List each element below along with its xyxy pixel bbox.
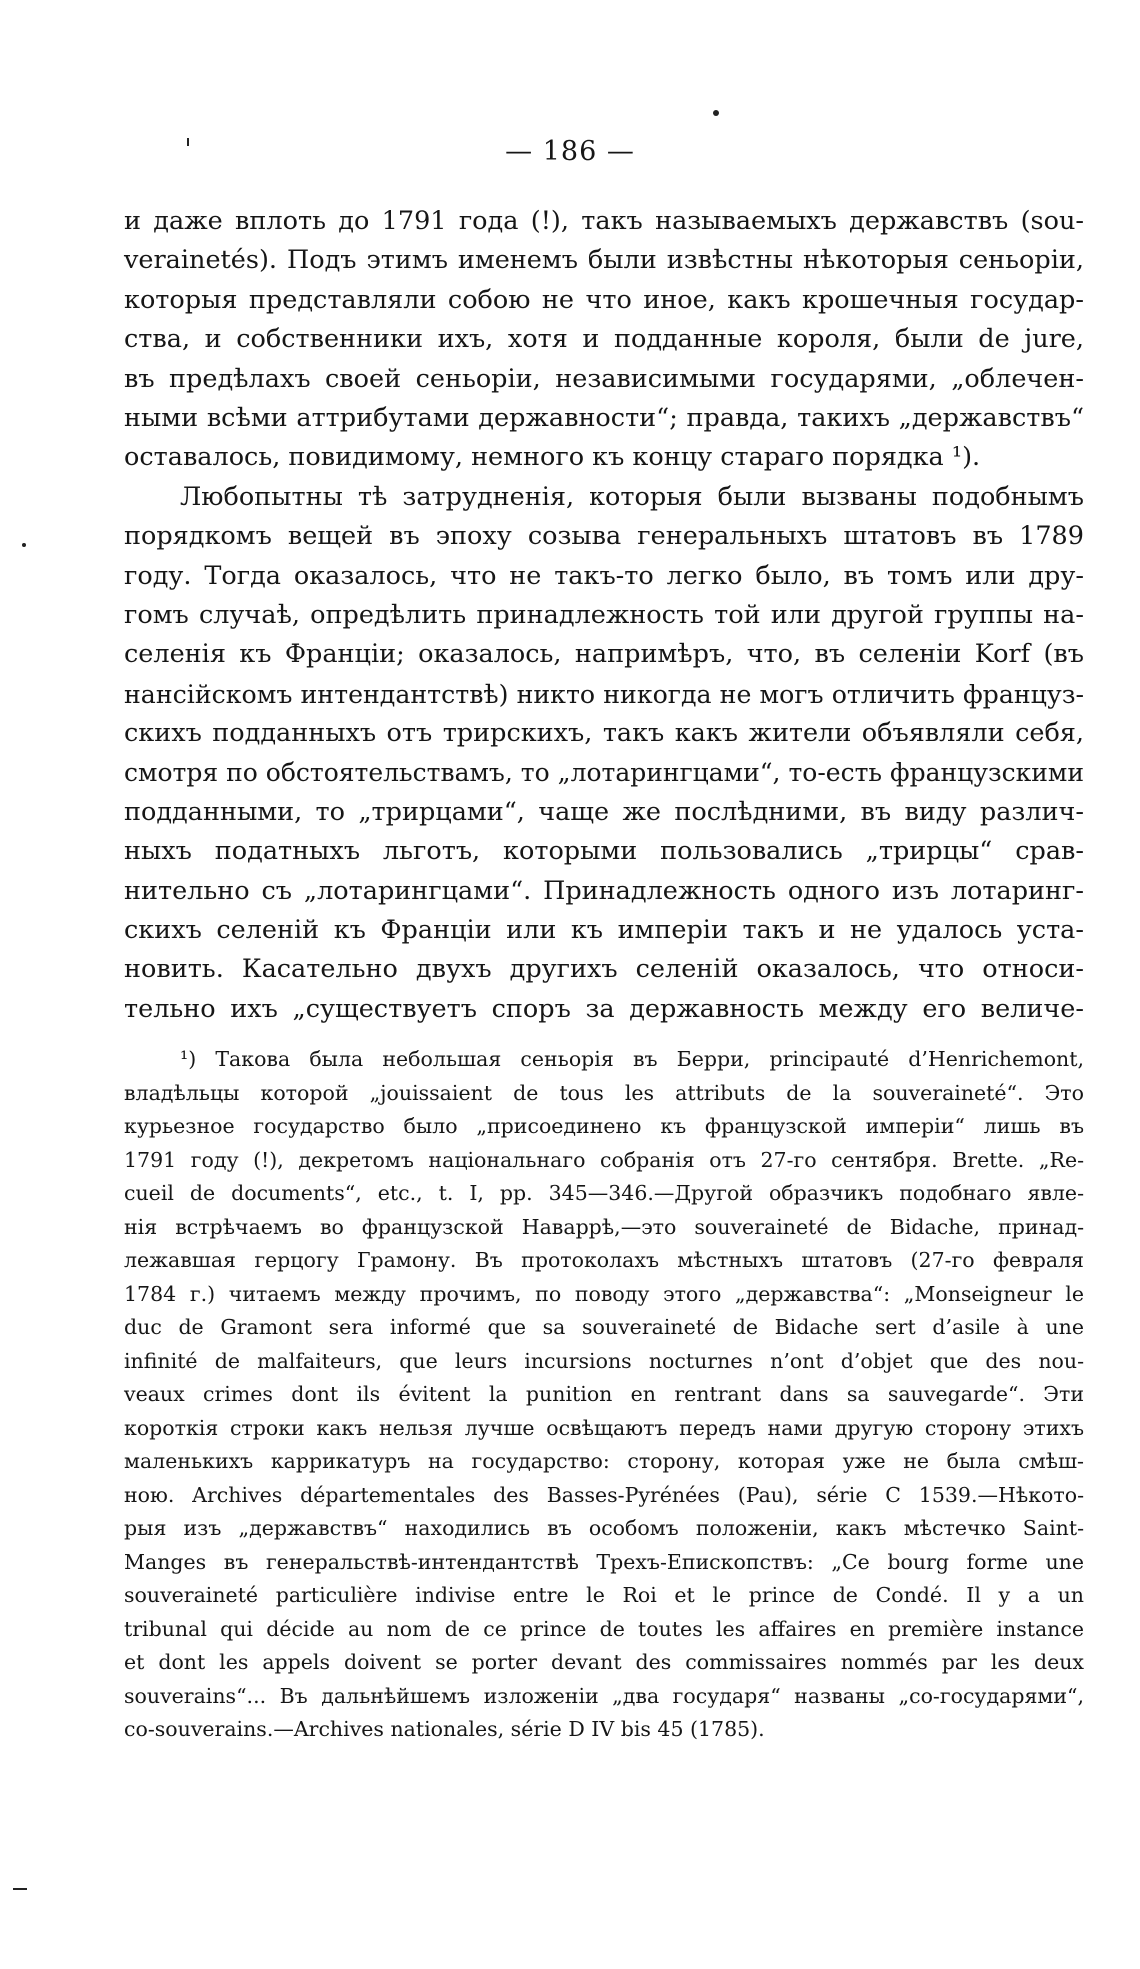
text-line: скихъ селеній къ Франціи или къ имперіи такъ и не удалось уста-	[124, 915, 1084, 946]
text-line: нительно съ „лотарингцами“. Принадлежность одного изъ лотаринг-	[124, 875, 1084, 906]
text-line: verainetés). Подъ этимъ именемъ были извѣстны нѣкоторыя сеньоріи,	[124, 245, 1084, 276]
footnote-line: cueil de documents“, etc., t. I, pp. 345—346.—Другой образчикъ подобнаго явле-	[124, 1181, 1084, 1205]
text-line: порядкомъ вещей въ эпоху созыва генеральныхъ штатовъ въ 1789	[124, 521, 1084, 552]
text-line: году. Тогда оказалось, что не такъ-то легко было, въ томъ или дру-	[124, 560, 1084, 591]
text-line: смотря по обстоятельствамъ, то „лотарингцами“, то-есть французскими	[124, 758, 1084, 788]
main-text	[124, 202, 1084, 1029]
footnote-line: ¹) Такова была небольшая сеньорія въ Берри, principauté d’Henrichemont,	[180, 1047, 1084, 1071]
text-line: оставалось, повидимому, немного къ концу стараго порядка ¹).	[124, 442, 981, 473]
text-line: въ предѣлахъ своей сеньоріи, независимыми государями, „облечен-	[124, 363, 1084, 394]
footnote-line: souveraineté particulière indivise entre le Roi et le prince de Condé. Il y a un	[124, 1583, 1084, 1607]
footnote-line: duc de Gramont sera informé que sa souveraineté de Bidache sert d’asile à une	[124, 1315, 1084, 1339]
footnote-line: ною. Archives départementales des Basses-Pyrénées (Pau), série C 1539.—Нѣкото-	[124, 1482, 1084, 1507]
text-line: которыя представляли собою не что иное, какъ крошечныя государ-	[124, 284, 1084, 315]
footnote-line: маленькихъ каррикатуръ на государство: сторону, которая уже не была смѣш-	[124, 1449, 1084, 1473]
footnote-line: 1791 году (!), декретомъ національнаго собранія отъ 27-го сентября. Brette. „Re-	[124, 1147, 1084, 1172]
footnote-line: 1784 г.) читаемъ между прочимъ, по поводу этого „державства“: „Monseigneur le	[124, 1281, 1084, 1306]
footnote-line: et dont les appels doivent se porter devant des commissaires nommés par les deux	[124, 1650, 1084, 1674]
footnote-line: владѣльцы которой „jouissaient de tous les attributs de la souveraineté“. Это	[124, 1080, 1084, 1105]
footnote-line: co-souverains.—Archives nationales, série D IV bis 45 (1785).	[124, 1717, 765, 1741]
text-line: селенія къ Франціи; оказалось, напримѣръ, что, въ селеніи Korf (въ	[124, 639, 1084, 670]
footnote-line: рыя изъ „державствъ“ находились въ особомъ положеніи, какъ мѣстечко Saint-	[124, 1516, 1084, 1540]
text-line: подданными, то „трирцами“, чаще же послѣдними, въ виду различ-	[124, 796, 1084, 827]
footnote-line: лежавшая герцогу Грамону. Въ протоколахъ мѣстныхъ штатовъ (27-го февраля	[124, 1248, 1084, 1272]
footnote-line: infinité de malfaiteurs, que leurs incursions nocturnes n’ont d’objet que des nou-	[124, 1348, 1084, 1373]
text-line: Любопытны тѣ затрудненія, которыя были вызваны подобнымъ	[180, 481, 1084, 512]
page-number: — 186 —	[505, 136, 635, 167]
footnotes	[124, 1043, 1084, 1747]
ink-dot	[713, 110, 719, 116]
footnote-line: курьезное государство было „присоединено къ французской имперіи“ лишь въ	[124, 1114, 1084, 1138]
text-line: ными всѣми аттрибутами державности“; правда, такихъ „державствъ“	[124, 402, 1084, 433]
text-line: нансійскомъ интендантствѣ) никто никогда не могъ отличить француз-	[124, 679, 1084, 709]
ink-dash-margin	[13, 1888, 27, 1890]
text-line: тельно ихъ „существуетъ споръ за державность между его величе-	[124, 993, 1084, 1024]
footnote-line: короткія строки какъ нельзя лучше освѣщаютъ передъ нами другую сторону этихъ	[124, 1415, 1084, 1440]
footnote-line: souverains“... Въ дальнѣйшемъ изложеніи „два государя“ названы „со-государями“,	[124, 1683, 1084, 1708]
ink-dot-margin	[22, 543, 26, 547]
footnote-line: tribunal qui décide au nom de ce prince de toutes les affaires en première instance	[124, 1616, 1084, 1641]
footnote-line: veaux crimes dont ils évitent la punition en rentrant dans sa sauvegarde“. Эти	[124, 1382, 1084, 1406]
text-line: скихъ подданныхъ отъ трирскихъ, такъ какъ жители объявляли себя,	[124, 718, 1084, 749]
text-line: новить. Касательно двухъ другихъ селеній оказалось, что относи-	[124, 954, 1084, 985]
footnote-line: нія встрѣчаемъ во французской Наваррѣ,—это souveraineté de Bidache, принад-	[124, 1214, 1084, 1239]
text-line: и даже вплоть до 1791 года (!), такъ называемыхъ державствъ (sou-	[124, 206, 1084, 236]
footnote-line: Manges въ генеральствѣ-интендантствѣ Трехъ-Епископствъ: „Ce bourg forme une	[124, 1549, 1084, 1574]
text-line: гомъ случаѣ, опредѣлить принадлежность той или другой группы на-	[124, 599, 1084, 630]
text-line: ныхъ податныхъ льготъ, которыми пользовались „трирцы“ срав-	[124, 836, 1084, 867]
text-line: ства, и собственники ихъ, хотя и подданные короля, были de jure,	[124, 324, 1084, 355]
